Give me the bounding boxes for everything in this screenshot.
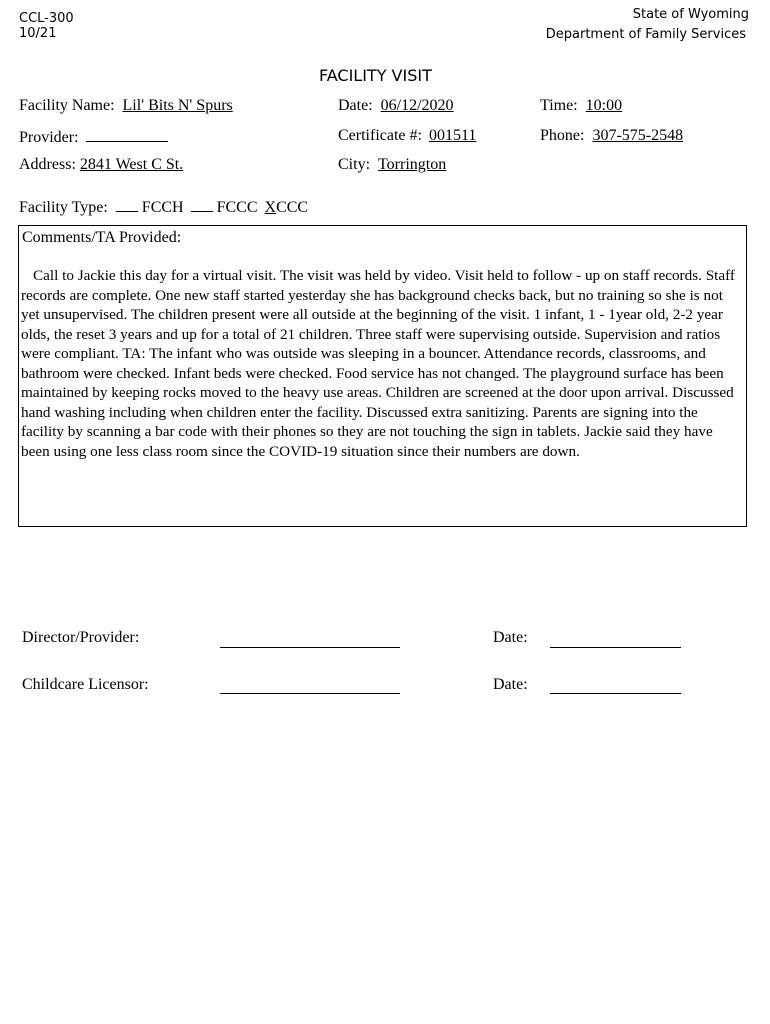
provider-label: Provider: [19, 129, 79, 146]
ccc-option: CCC [276, 199, 309, 216]
director-date-label: Date: [493, 629, 528, 646]
fccc-option: FCCC [216, 199, 258, 216]
visit-date-label: Date: [338, 97, 373, 114]
certificate-field [338, 127, 476, 145]
ccc-check-mark: X [264, 199, 277, 216]
address-field [19, 156, 183, 174]
provider-field [19, 127, 168, 147]
provider-blank [86, 127, 168, 142]
certificate-value: 001511 [428, 127, 477, 144]
licensor-date-line [550, 693, 681, 694]
visit-date-value: 06/12/2020 [380, 97, 454, 114]
city-value: Torrington [378, 156, 447, 173]
licensor-date-label: Date: [493, 676, 528, 693]
form-code: CCL-300 [19, 11, 74, 26]
visit-time-label: Time: [540, 97, 578, 114]
phone-field [540, 127, 683, 145]
address-value: 2841 West C St. [79, 156, 184, 173]
city-label: City: [338, 156, 371, 173]
comments-text: Call to Jackie this day for a virtual visit. The visit was held by video. Visit held to follow - up on staff records. Staff records are complete. One new staff started yesterday she has background checks back, but no training so she is not yet unsupervised. The children present were all outside at the beginning of the visit. 1 infant, 1 - 1year old, 2-2 year olds, the reset 3 years and up for a total of 21 children. Three staff were supervising outside. Supervision and ratios were compliant. TA: The infant who was outside was sleeping in a bouncer. Attendance records, classrooms, and bathroom were checked. Infant beds were checked. Food service has not changed. The playground surface has been maintained by keeping rocks moved to the heavy use areas. Children are screened at the door upon arrival. Discussed hand washing including when children enter the facility. Discussed extra sanitizing. Parents are signing into the facility by scanning a bar code with their phones so they are not touching the sign in tablets. Jackie said they have been using one less class room since the COVID-19 situation since their numbers are down. [21, 267, 735, 460]
facility-type-field [19, 197, 308, 217]
phone-label: Phone: [540, 127, 585, 144]
fcch-blank [116, 197, 138, 212]
licensor-signature-line [220, 693, 400, 694]
facility-name-label: Facility Name: [19, 97, 115, 114]
comments-label: Comments/TA Provided: [22, 229, 182, 246]
page-title: FACILITY VISIT [319, 66, 432, 85]
licensor-label: Childcare Licensor: [22, 676, 149, 693]
comments-box [18, 225, 747, 527]
director-date-line [550, 647, 681, 648]
state-name: State of Wyoming [632, 7, 749, 22]
facility-type-label: Facility Type: [19, 199, 108, 216]
facility-name-value: Lil' Bits N' Spurs [122, 97, 233, 114]
department-name: Department of Family Services [545, 27, 746, 42]
phone-value: 307-575-2548 [592, 127, 684, 144]
director-signature-line [220, 647, 400, 648]
visit-date-field [338, 97, 454, 115]
certificate-label: Certificate #: [338, 127, 422, 144]
visit-time-value: 10:00 [585, 97, 623, 114]
form-date: 10/21 [19, 26, 57, 41]
fcch-option: FCCH [141, 199, 184, 216]
address-label: Address: [19, 156, 76, 173]
director-label: Director/Provider: [22, 629, 140, 646]
city-field [338, 156, 446, 174]
fccc-blank [191, 197, 213, 212]
facility-name-field [19, 97, 233, 115]
visit-time-field [540, 97, 622, 115]
